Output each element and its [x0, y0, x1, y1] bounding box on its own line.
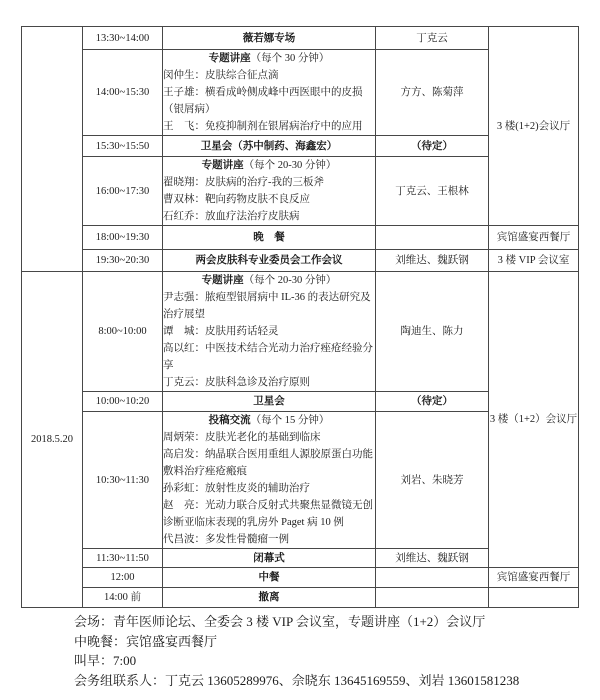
time-cell: 8:00~10:00 [83, 272, 163, 392]
event-cell [163, 136, 376, 157]
time-cell: 18:00~19:30 [83, 226, 163, 250]
event-cell [163, 250, 376, 272]
location-cell [489, 588, 579, 608]
time-cell: 10:30~11:30 [83, 412, 163, 549]
speaker-cell: 丁克云 [376, 27, 489, 50]
event-item: 王 飞：免疫抑制剂在银屑病治疗中的应用 [163, 121, 363, 132]
event-item: 石红乔：放血疗法治疗皮肤病 [163, 211, 300, 222]
time-cell: 10:00~10:20 [83, 392, 163, 412]
event-item: 王子雄：横看成岭侧成峰中西医眼中的皮损（银屑病） [163, 87, 363, 115]
footer-wakeup-line: 叫早：7:00 [74, 653, 137, 668]
event-item: 尹志强：脓疱型银屑病中 IL-36 的表达研究及治疗展望 [163, 292, 371, 320]
event-cell [163, 588, 376, 608]
table-row [22, 272, 579, 392]
date-cell-section-1 [22, 27, 83, 272]
speaker-cell: 陶迪生、陈力 [376, 272, 489, 392]
date-cell-section-2: 2018.5.20 [22, 272, 83, 608]
event-cell [163, 27, 376, 50]
event-cell [163, 50, 376, 136]
event-item: 代昌波：多发性骨髓瘤一例 [163, 534, 289, 545]
event-item: 丁克云：皮肤科急诊及治疗原则 [163, 377, 310, 388]
footer-venue-line: 会场：青年医师论坛、全委会 3 楼 VIP 会议室，专题讲座（1+2）会议厅 [74, 614, 486, 629]
speaker-cell: （待定） [376, 136, 489, 157]
event-title: 卫星会（苏中制药、海鑫宏） [200, 140, 338, 152]
event-title: 专题讲座（每个 20-30 分钟） [201, 160, 337, 171]
location-cell: 宾馆盛宴西餐厅 [489, 568, 579, 588]
footer-notes [74, 612, 574, 690]
time-cell: 13:30~14:00 [83, 27, 163, 50]
event-item: 闵仲生：皮肤综合征点滴 [163, 70, 279, 81]
speaker-cell: 刘维达、魏跃钢 [376, 250, 489, 272]
footer-contacts-line: 会务组联系人：丁克云 13605289976、佘晓东 13645169559、刘岩 13601581238 [74, 672, 520, 688]
time-cell: 15:30~15:50 [83, 136, 163, 157]
table-row [22, 250, 579, 272]
event-item: 曹双林：靶向药物皮肤不良反应 [163, 194, 310, 205]
event-cell [163, 272, 376, 392]
location-cell-section-1: 3 楼(1+2)会议厅 [489, 27, 579, 226]
event-title: 卫星会 [253, 396, 285, 407]
speaker-cell: 刘维达、魏跃钢 [376, 549, 489, 568]
event-item: 高以红：中医技术结合光动力治疗痤疮经验分享 [163, 343, 373, 371]
location-cell: 3 楼 VIP 会议室 [489, 250, 579, 272]
table-row [22, 568, 579, 588]
location-cell-section-2: 3 楼（1+2）会议厅 [489, 272, 579, 568]
event-title: 专题讲座（每个 20-30 分钟） [201, 275, 337, 286]
location-cell: 宾馆盛宴西餐厅 [489, 226, 579, 250]
event-item: 高启发：纳晶联合医用重组人源胶原蛋白功能敷料治疗痤疮瘢痕 [163, 449, 373, 477]
event-title: 晚 餐 [253, 232, 285, 243]
event-cell [163, 412, 376, 549]
speaker-cell: 丁克云、王根林 [376, 157, 489, 226]
footer-meals-line: 中晚餐：宾馆盛宴西餐厅 [74, 633, 218, 649]
event-title: 投稿交流（每个 15 分钟） [208, 415, 330, 426]
speaker-cell: 方方、陈菊萍 [376, 50, 489, 136]
table-row [22, 226, 579, 250]
event-title: 撤离 [258, 592, 280, 603]
speaker-cell [376, 226, 489, 250]
speaker-cell [376, 588, 489, 608]
time-cell: 11:30~11:50 [83, 549, 163, 568]
conference-schedule-table [21, 26, 579, 608]
event-title: 薇若娜专场 [242, 32, 296, 44]
event-cell [163, 226, 376, 250]
event-item: 孙彩虹：放射性皮炎的辅助治疗 [163, 483, 310, 494]
time-cell: 12:00 [83, 568, 163, 588]
time-cell: 14:00~15:30 [83, 50, 163, 136]
event-item: 翟晓翔：皮肤病的治疗-我的三板斧 [163, 177, 324, 188]
speaker-cell: （待定） [376, 392, 489, 412]
table-row [22, 27, 579, 50]
speaker-cell: 刘岩、朱晓芳 [376, 412, 489, 549]
event-title: 中餐 [258, 572, 280, 583]
time-cell: 16:00~17:30 [83, 157, 163, 226]
event-title: 两会皮肤科专业委员会工作会议 [195, 255, 343, 266]
time-cell: 14:00 前 [83, 588, 163, 608]
event-item: 赵 亮：光动力联合反射式共聚焦显微镜无创诊断亚临床表现的乳房外 Paget 病 10 例 [163, 500, 373, 528]
table-row [22, 588, 579, 608]
time-cell: 19:30~20:30 [83, 250, 163, 272]
event-cell [163, 392, 376, 412]
event-cell [163, 568, 376, 588]
event-cell [163, 549, 376, 568]
event-item: 周炳荣：皮肤光老化的基础到临床 [163, 432, 321, 443]
speaker-cell [376, 568, 489, 588]
event-cell [163, 157, 376, 226]
event-title: 闭幕式 [253, 552, 285, 564]
event-item: 谭 城：皮肤用药话轻灵 [163, 326, 279, 337]
event-title: 专题讲座（每个 30 分钟） [208, 53, 330, 64]
